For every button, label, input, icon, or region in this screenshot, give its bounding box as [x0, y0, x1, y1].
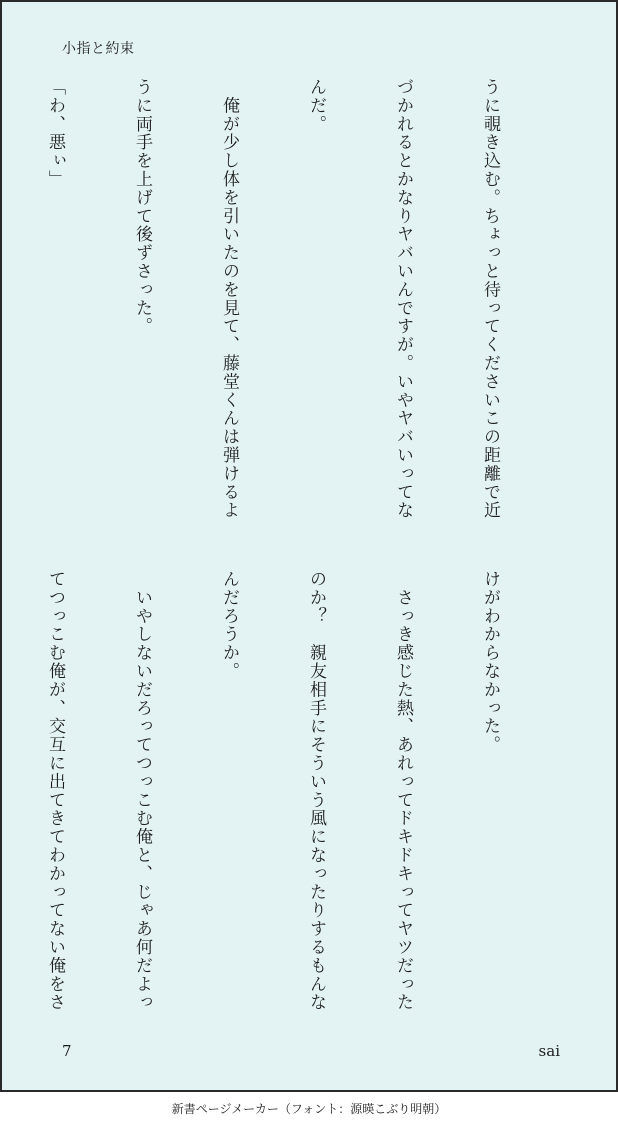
text-tier-lower: [0, 570, 562, 1010]
text-column: てつっこむ俺が、交互に出てきてわかってない俺をさ: [45, 570, 65, 1012]
author-name: sai: [538, 1042, 560, 1060]
text-column: うに覗き込む。ちょっと待ってくださいこの距離で近: [480, 78, 500, 520]
text-column: さっき感じた熱、あれってドキドキってヤツだった: [393, 570, 413, 1012]
text-column: づかれるとかなりヤバいんですが。いやヤバいってな: [393, 78, 413, 520]
text-column: けがわからなかった。: [480, 570, 500, 754]
generator-credit: 新書ページメーカー（フォント：源暎こぶり明朝）: [171, 1102, 447, 1116]
chapter-title: 小指と約束: [62, 41, 135, 57]
text-tier-upper: [0, 78, 562, 538]
text-column: うに両手を上げて後ずさった。: [132, 78, 152, 336]
text-column: 俺が少し体を引いたのを見て、藤堂くんは弾けるよ: [219, 78, 239, 520]
text-column: 「わ、悪ぃ」: [45, 78, 65, 189]
text-column: んだろうか。: [219, 570, 239, 681]
text-column: んだ。: [306, 78, 326, 134]
text-column: のか？ 親友相手にそういう風になったりするもんな: [306, 570, 326, 1012]
text-column: いやしないだろってつっこむ俺と、じゃあ何だよっ: [132, 570, 152, 1012]
page-number: 7: [62, 1042, 72, 1060]
